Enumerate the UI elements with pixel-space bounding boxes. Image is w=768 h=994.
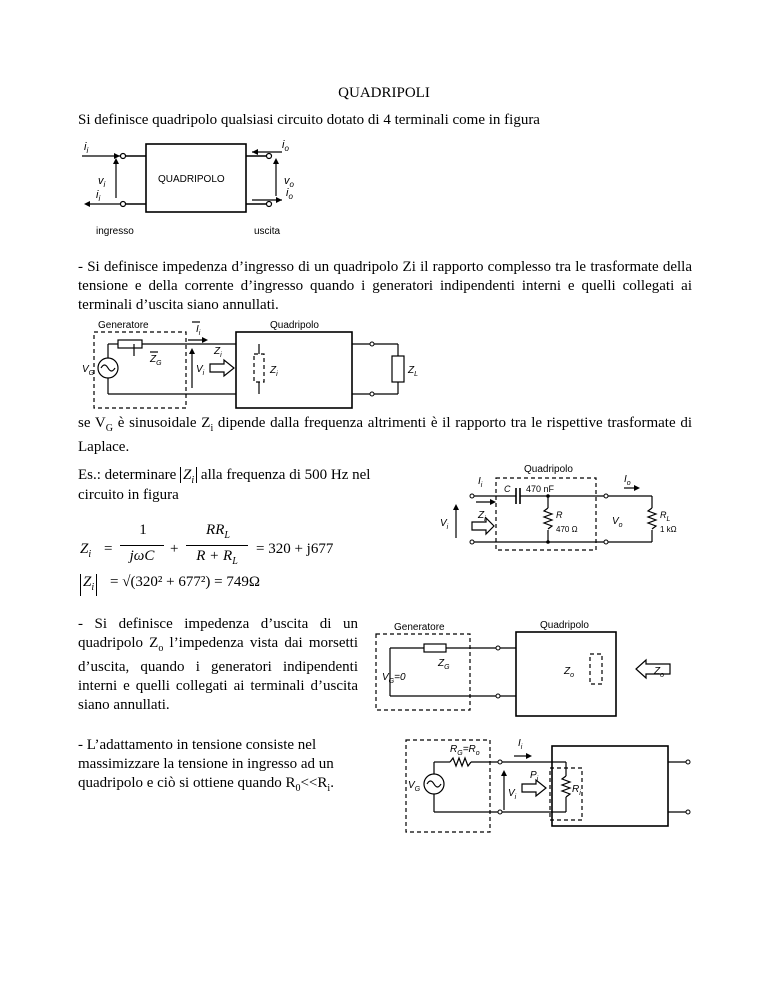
resistor-icon: [450, 758, 471, 766]
svg-text:ZG: $Z_G$: [438, 658, 450, 671]
svg-text:ZL: $Z_L$: [408, 365, 419, 378]
arrow-right-icon: [114, 153, 120, 159]
resistor-icon: [544, 508, 552, 529]
impedance-arrow-icon: [522, 780, 546, 796]
input-label: ingresso: [96, 226, 134, 237]
input-impedance-diagram: [82, 318, 448, 418]
impedance-arrow-icon: [636, 660, 670, 678]
zi-impedance: [254, 354, 264, 382]
svg-text:R: R: [556, 510, 563, 520]
input-terminal-top: [121, 154, 126, 159]
output-impedance-paragraph: - Si definisce impedenza d’uscita di un quadripolo $Z_o$ l’impedenza vista dai morsetti d’uscita, quando i generatori indipendenti interni e quelli collegati ai terminali d’uscita siano annullati.: [78, 616, 359, 713]
sinusoidal-paragraph: se $V_G$ è sinusoidale $Z_i$ dipende dalla frequenza altrimenti è il rapporto tra le rispettive trasformate di Laplace.: [78, 415, 692, 455]
output-impedance-diagram: [370, 618, 690, 718]
example-text-2: circuito in figura: [78, 487, 179, 503]
voltage-matching-paragraph: - L’adattamento in tensione consiste nel massimizzare la tensione in ingresso ad un quadripolo e ciò si ottiene quando $R_0<<R_i$.: [78, 737, 334, 794]
example-text: Es.: determinare $Z_i$ alla frequenza di 500 Hz nel: [78, 467, 371, 486]
impedance-arrow-icon: [210, 360, 234, 376]
svg-text:Quadripolo: Quadripolo: [540, 620, 589, 631]
arrow-up-icon: [113, 158, 119, 164]
load-resistor-icon: [648, 508, 656, 529]
svg-text:Generatore: Generatore: [98, 320, 149, 331]
svg-text:VG=0: $V_G=0$: [382, 672, 406, 685]
impedance-equation: $Z_i$ = 1 jωC + $RR_L$ $R + R_L$ = 320 + j677 $Z_i$ = √(320² + 677²) = 749Ω: [80, 522, 400, 602]
svg-text:Zi: $Z_i$: [478, 510, 486, 523]
svg-text:Ii: $I_i$: [518, 738, 523, 751]
svg-text:Quadripolo: Quadripolo: [270, 320, 319, 331]
svg-text:Ii: $I_i$: [478, 476, 483, 489]
svg-text:vi: $v_i$: [98, 175, 106, 189]
intro-text: Si definisce quadripolo qualsiasi circuito dotato di 4 terminali come in figura: [78, 112, 540, 128]
svg-text:Vi: $V_i$: [440, 518, 449, 531]
svg-text:ii: $i_i$: [84, 141, 89, 155]
svg-text:io: $i_o$: [286, 187, 293, 201]
svg-text:Zi: $Z_i$: [214, 346, 222, 359]
svg-text:RL: $R_L$: [660, 510, 671, 523]
svg-text:Vi: $V_i$: [196, 364, 205, 377]
svg-text:Zo: $Z_o$: [564, 666, 575, 679]
svg-text:io: $i_o$: [282, 139, 289, 153]
svg-text:470 Ω: 470 Ω: [556, 525, 578, 534]
generator-box: [94, 332, 186, 408]
zg-resistor: [118, 340, 142, 348]
svg-text:ZG: $Z_G$: [150, 354, 162, 367]
svg-text:Zo: $Z_o$: [654, 666, 665, 679]
svg-text:Vi: $V_i$: [508, 788, 517, 801]
svg-text:1 kΩ: 1 kΩ: [660, 525, 677, 534]
svg-text:ii: $i_i$: [96, 189, 101, 203]
svg-text:470 nF: 470 nF: [526, 484, 555, 494]
svg-text:Vo: $V_o$: [612, 516, 623, 529]
input-resistor-icon: [562, 776, 570, 797]
svg-text:C: C: [504, 484, 511, 494]
svg-text:RG=Ro: $R_G=R_o$: [450, 744, 480, 757]
svg-text:vo: $v_o$: [284, 175, 294, 189]
arrow-left-icon: [84, 201, 90, 207]
svg-text:VG: $V_G$: [82, 364, 95, 377]
page-title: QUADRIPOLI: [338, 85, 430, 101]
svg-text:Quadripolo: Quadripolo: [524, 464, 573, 475]
input-impedance-paragraph: - Si definisce impedenza d’ingresso di un quadripolo Zi il rapporto complesso tra le trasformate della tensione e della corrente d’ingresso quando i generatori indipendenti interni e quelli collegati ai terminali d’uscita siano annullati.: [78, 259, 692, 313]
input-terminal-bottom: [121, 202, 126, 207]
output-terminal-bottom: [267, 202, 272, 207]
voltage-matching-diagram: [404, 738, 694, 838]
zl-impedance: [392, 356, 404, 382]
quadripole-box: [552, 746, 668, 826]
svg-text:Io: $I_o$: [624, 474, 631, 487]
output-label: uscita: [254, 226, 281, 237]
svg-text:Pi: $P_i$: [530, 770, 539, 783]
example-circuit-diagram: [428, 462, 698, 562]
svg-text:VG: $V_G$: [408, 780, 421, 793]
zg-resistor: [424, 644, 446, 652]
svg-text:Zi: $Z_i$: [270, 365, 278, 378]
svg-text:Generatore: Generatore: [394, 622, 445, 633]
svg-text:Ri: $R_i$: [572, 784, 581, 797]
svg-text:Ii: $I_i$: [196, 324, 201, 337]
quadripole-diagram: [80, 138, 320, 240]
output-terminal-top: [267, 154, 272, 159]
quadripole-box-label: QUADRIPOLO: [158, 174, 225, 185]
zo-impedance: [590, 654, 602, 684]
